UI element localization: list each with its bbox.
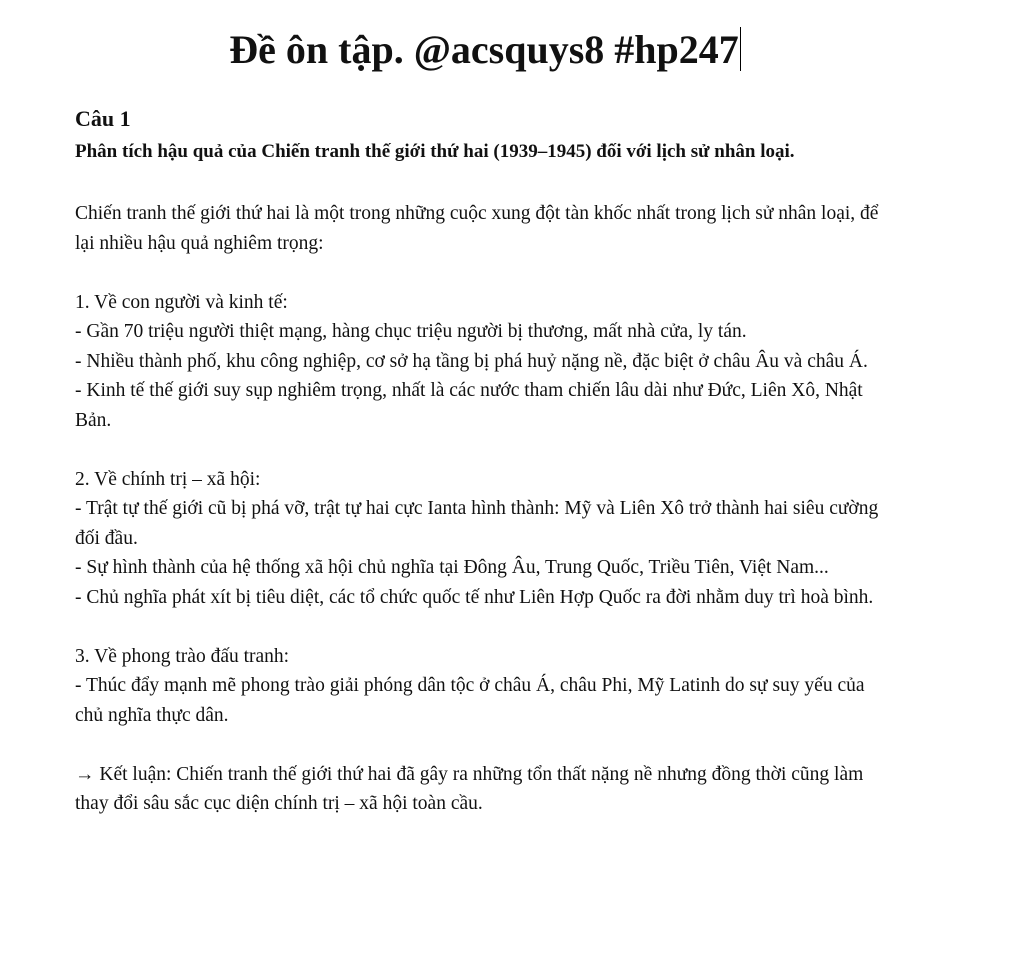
section-2 [75,465,895,613]
text-cursor [740,27,741,71]
blank-line [75,435,895,465]
section-heading: 2. Về chính trị – xã hội: [75,468,261,490]
list-item: - Thúc đẩy mạnh mẽ phong trào giải phóng dân tộc ở châu Á, châu Phi, Mỹ Latinh do sự suy yếu của chủ nghĩa thực dân. [75,675,865,726]
intro-paragraph: Chiến tranh thế giới thứ hai là một trong những cuộc xung đột tàn khốc nhất trong lịch sử nhân loại, để lại nhiều hậu quả nghiêm trọng: [75,203,879,254]
list-item: - Sự hình thành của hệ thống xã hội chủ nghĩa tại Đông Âu, Trung Quốc, Triều Tiên, Việt Nam... [75,557,829,578]
conclusion-paragraph: → Kết luận: Chiến tranh thế giới thứ hai đã gây ra những tổn thất nặng nề nhưng đồng thời cũng làm thay đổi sâu sắc cục diện chính trị – xã hội toàn cầu. [75,763,864,814]
list-item: - Kinh tế thế giới suy sụp nghiêm trọng, nhất là các nước tham chiến lâu dài như Đức, Liên Xô, Nhật Bản. [75,380,863,431]
blank-line [75,167,895,199]
list-item: - Gần 70 triệu người thiệt mạng, hàng chục triệu người bị thương, mất nhà cửa, ly tán. [75,321,747,342]
list-item: - Nhiều thành phố, khu công nghiệp, cơ sở hạ tầng bị phá huỷ nặng nề, đặc biệt ở châu Âu và châu Á. [75,350,868,372]
blank-line [75,730,895,760]
document-body[interactable] [75,104,895,819]
section-heading: 1. Về con người và kinh tế: [75,291,288,313]
section-3 [75,642,895,731]
blank-line [75,258,895,288]
list-item: - Trật tự thế giới cũ bị phá vỡ, trật tự hai cực Ianta hình thành: Mỹ và Liên Xô trở thành hai siêu cường đối đầu. [75,498,879,549]
section-1 [75,288,895,436]
list-item: - Chủ nghĩa phát xít bị tiêu diệt, các tổ chức quốc tế như Liên Hợp Quốc ra đời nhằm duy trì hoà bình. [75,586,874,608]
section-heading: 3. Về phong trào đấu tranh: [75,645,290,667]
question-label: Câu 1 [75,106,131,131]
blank-line [75,612,895,642]
question-text: Phân tích hậu quả của Chiến tranh thế giới thứ hai (1939–1945) đối với lịch sử nhân loại. [75,141,795,162]
document-title[interactable] [0,22,970,78]
document-title-text[interactable]: Đề ôn tập. @acsquys8 #hp247 [229,27,739,72]
